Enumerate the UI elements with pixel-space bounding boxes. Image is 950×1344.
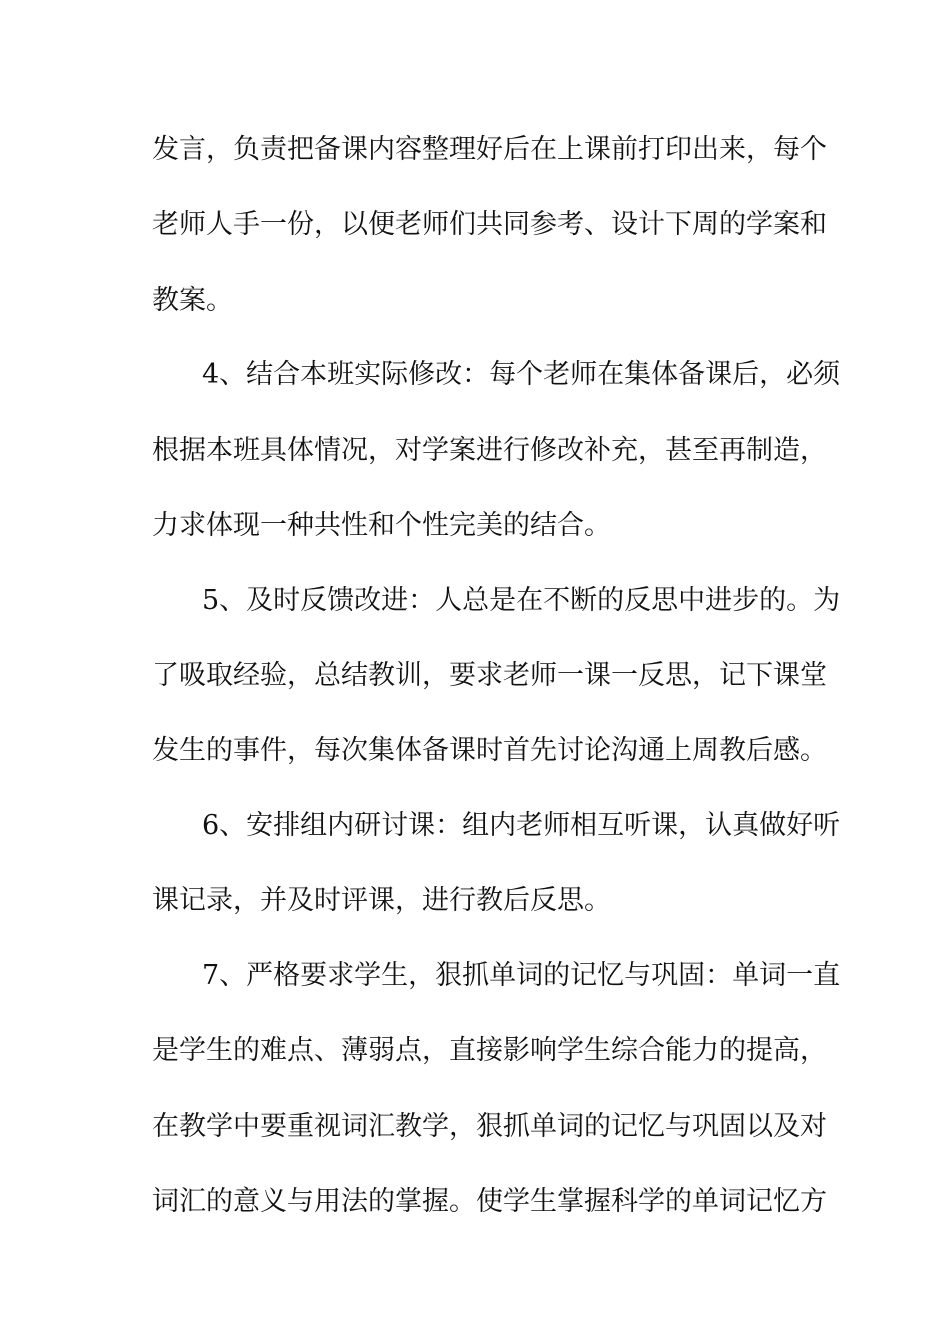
text-line: 词汇的意义与用法的掌握。使学生掌握科学的单词记忆方 <box>152 1186 827 1217</box>
text-line: 是学生的难点、薄弱点，直接影响学生综合能力的提高， <box>152 1035 827 1066</box>
text-line: 在教学中要重视词汇教学，狠抓单词的记忆与巩固以及对 <box>152 1111 827 1142</box>
text-line: 老师人手一份，以便老师们共同参考、设计下周的学案和 <box>152 209 827 240</box>
text-line: 教案。 <box>152 285 233 316</box>
text-line: 根据本班具体情况，对学案进行修改补充，甚至再制造， <box>152 435 827 466</box>
paragraph-5-start: 5、及时反馈改进：人总是在不断的反思中进步的。为 <box>202 585 841 616</box>
text-line: 课记录，并及时评课，进行教后反思。 <box>152 885 611 916</box>
text-line: 发生的事件，每次集体备课时首先讨论沟通上周教后感。 <box>152 735 827 766</box>
text-line: 了吸取经验，总结教训，要求老师一课一反思，记下课堂 <box>152 660 827 691</box>
paragraph-4-start: 4、结合本班实际修改：每个老师在集体备课后，必须 <box>202 359 841 390</box>
text-line: 力求体现一种共性和个性完美的结合。 <box>152 510 611 541</box>
paragraph-7-start: 7、严格要求学生，狠抓单词的记忆与巩固：单词一直 <box>202 960 841 991</box>
text-line: 发言，负责把备课内容整理好后在上课前打印出来，每个 <box>152 134 827 165</box>
paragraph-6-start: 6、安排组内研讨课：组内老师相互听课，认真做好听 <box>202 810 841 841</box>
